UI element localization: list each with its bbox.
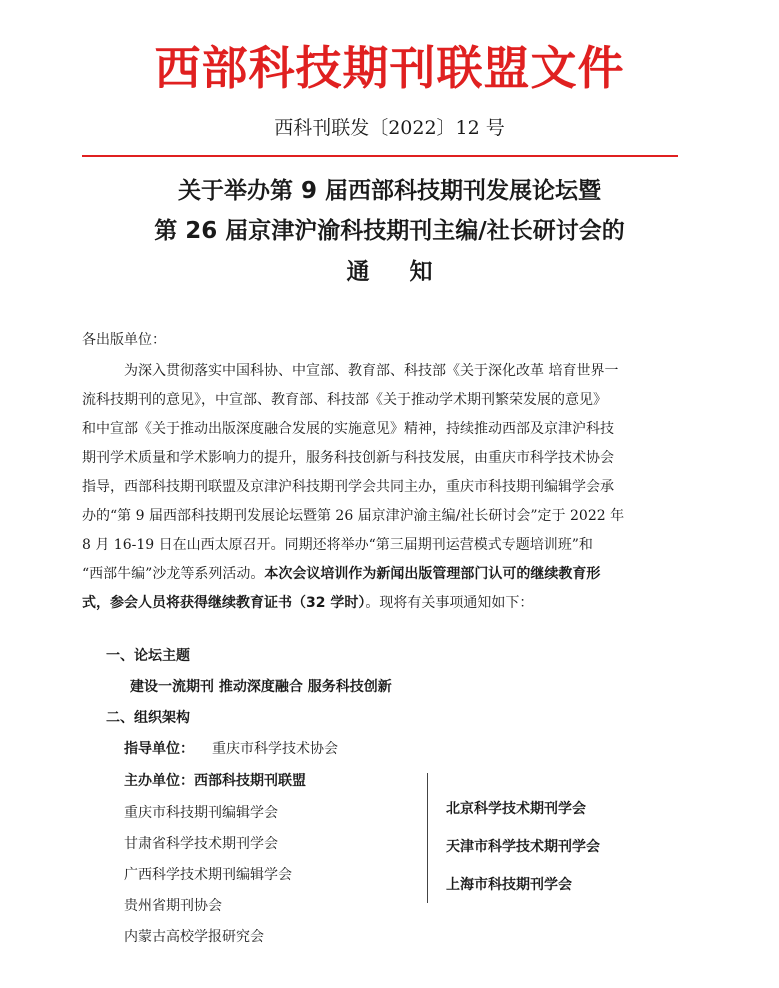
guiding-unit-value: 重庆市科学技术协会 xyxy=(212,741,338,757)
intro-paragraph xyxy=(82,357,698,618)
host-members-left xyxy=(124,798,292,953)
notice-title-char-1: 通 xyxy=(346,259,370,285)
document-number: 西科刊联发〔2022〕12 号 xyxy=(274,117,505,139)
member-item: 天津市科学技术期刊学会 xyxy=(446,839,600,855)
paragraph-line: 为深入贯彻落实中国科协、中宣部、教育部、科技部《关于深化改革 培育世界一 xyxy=(124,363,619,379)
host-unit xyxy=(124,767,306,796)
red-divider-line xyxy=(82,155,678,157)
paragraph-line xyxy=(82,589,698,618)
paragraph-line: 期刊学术质量和学术影响力的提升，服务科技创新与科技发展，由重庆市科学技术协会 xyxy=(82,450,614,466)
paragraph-line: 流科技期刊的意见》，中宣部、教育部、科技部《关于推动学术期刊繁荣发展的意见》 xyxy=(82,392,607,408)
member-item: 贵州省期刊协会 xyxy=(124,898,222,914)
paragraph-line: 和中宣部《关于推动出版深度融合发展的实施意见》精神，持续推动西部及京津沪科技 xyxy=(82,421,614,437)
notice-title-line-2: 第 26 届京津沪渝科技期刊主编/社长研讨会的 xyxy=(154,218,625,244)
forum-theme: 建设一流期刊 推动深度融合 服务科技创新 xyxy=(130,679,392,695)
host-unit-value: 西部科技期刊联盟 xyxy=(194,773,306,789)
host-unit-label: 主办单位： xyxy=(124,773,194,789)
paragraph-line xyxy=(82,560,698,589)
guiding-unit xyxy=(124,735,338,764)
section-heading-organization: 二、组织架构 xyxy=(106,710,190,726)
host-members-right xyxy=(446,790,600,904)
column-divider xyxy=(427,773,428,903)
paragraph-text: 。现将有关事项通知如下： xyxy=(365,595,534,611)
paragraph-line: 办的“第 9 届西部科技期刊发展论坛暨第 26 届京津沪渝主编/社长研讨会”定于 2022 年 xyxy=(82,508,625,524)
salutation: 各出版单位： xyxy=(82,332,166,348)
paragraph-text: “西部牛编”沙龙等系列活动。 xyxy=(82,566,265,582)
notice-title-line-1: 关于举办第 9 届西部科技期刊发展论坛暨 xyxy=(177,178,602,204)
member-item: 北京科学技术期刊学会 xyxy=(446,801,586,817)
paragraph-line: 8 月 16-19 日在山西太原召开。同期还将举办“第三届期刊运营模式专题培训班”和 xyxy=(82,537,593,553)
member-item: 广西科学技术期刊编辑学会 xyxy=(124,867,292,883)
section-heading-theme: 一、论坛主题 xyxy=(106,648,190,664)
paragraph-bold-text: 式，参会人员将获得继续教育证书（32 学时） xyxy=(82,595,366,611)
notice-title-line-3 xyxy=(0,256,779,288)
paragraph-line: 指导，西部科技期刊联盟及京津沪科技期刊学会共同主办，重庆市科技期刊编辑学会承 xyxy=(82,479,614,495)
guiding-unit-label: 指导单位： xyxy=(124,741,194,757)
member-item: 上海市科技期刊学会 xyxy=(446,877,572,893)
member-item: 甘肃省科学技术期刊学会 xyxy=(124,836,278,852)
paragraph-bold-text: 本次会议培训作为新闻出版管理部门认可的继续教育形 xyxy=(264,566,601,582)
masthead-title: 西部科技期刊联盟文件 xyxy=(154,41,625,95)
member-item: 重庆市科技期刊编辑学会 xyxy=(124,805,278,821)
member-item: 内蒙古高校学报研究会 xyxy=(124,929,264,945)
notice-title-char-2: 知 xyxy=(409,259,433,285)
